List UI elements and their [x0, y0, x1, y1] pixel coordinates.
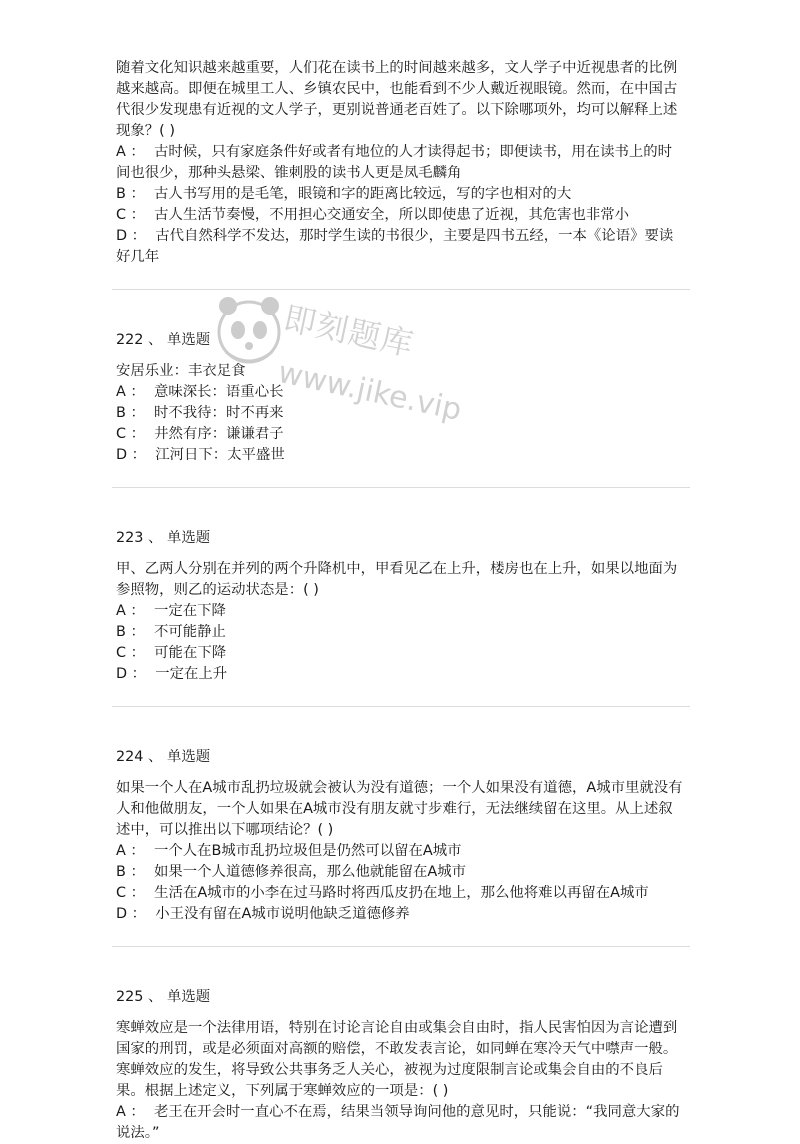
question-header: 222 、 单选题 [116, 332, 211, 348]
question-stem: 甲、乙两人分别在并列的两个升降机中，甲看见乙在上升，楼房也在上升，如果以地面为参照物，则乙的运动状态是：( ) [116, 561, 678, 598]
option-c: C ： 古人生活节奏慢，不用担心交通安全，所以即使患了近视，其危害也非常小 [116, 207, 630, 223]
question-block-225 [116, 987, 686, 1144]
question-stem: 寒蝉效应是一个法律用语，特别在讨论言论自由或集会自由时，指人民害怕因为言论遭到国家的刑罚，或是必须面对高额的赔偿，不敢发表言论，如同蝉在寒冷天气中噤声一般。寒蝉效应的发生，将导致公共事务乏人关心，被视为过度限制言论或集会自由的不良后果。根据上述定义，下列属于寒蝉效应的一项是：( ) [116, 1020, 678, 1099]
question-header: 224 、 单选题 [116, 749, 211, 765]
option-d: D ： 古代自然科学不发达，那时学生读的书很少，主要是四书五经，一本《论语》要读好几年 [116, 228, 674, 265]
option-a: A ： 意味深长：语重心长 [116, 384, 284, 400]
option-a: A ： 一个人在B城市乱扔垃圾但是仍然可以留在A城市 [116, 843, 462, 859]
divider [112, 946, 690, 947]
option-d: D ： 小王没有留在A城市说明他缺乏道德修养 [116, 906, 410, 922]
divider [112, 487, 690, 488]
option-a: A ： 一定在下降 [116, 603, 226, 619]
option-d: D ： 一定在上升 [116, 666, 228, 682]
option-a: A ： 老王在开会时一直心不在焉，结果当领导询问他的意见时，只能说：“我同意大家的说法。” [116, 1104, 680, 1141]
question-block-intro [116, 58, 686, 268]
question-stem: 安居乐业：丰衣足食 [116, 363, 246, 379]
option-b: B ： 不可能静止 [116, 624, 226, 640]
option-c: C ： 井然有序：谦谦君子 [116, 426, 284, 442]
option-b: B ： 时不我待：时不再来 [116, 405, 284, 421]
option-c: C ： 生活在A城市的小李在过马路时将西瓜皮扔在地上，那么他将难以再留在A城市 [116, 885, 649, 901]
option-a: A ： 古时候，只有家庭条件好或者有地位的人才读得起书；即便读书，用在读书上的时间也很少，那种头悬梁、锥刺股的读书人更是凤毛麟角 [116, 144, 673, 181]
divider [112, 706, 690, 707]
question-block-222 [116, 330, 686, 466]
watermark-brand: 即刻题库 [280, 299, 418, 364]
question-header: 223 、 单选题 [116, 530, 211, 546]
option-d: D ： 江河日下：太平盛世 [116, 447, 285, 463]
question-header: 225 、 单选题 [116, 989, 211, 1005]
question-stem: 如果一个人在A城市乱扔垃圾就会被认为没有道德；一个人如果没有道德，A城市里就没有人和他做朋友，一个人如果在A城市没有朋友就寸步难行，无法继续留在这里。从上述叙述中，可以推出以下哪项结论？( ) [116, 780, 683, 838]
document-page [116, 58, 686, 1144]
watermark-url: www.jike.vip [274, 355, 465, 429]
question-block-223 [116, 528, 686, 685]
option-b: B ： 古人书写用的是毛笔，眼镜和字的距离比较远，写的字也相对的大 [116, 186, 572, 202]
option-b: B ： 如果一个人道德修养很高，那么他就能留在A城市 [116, 864, 467, 880]
option-c: C ： 可能在下降 [116, 645, 227, 661]
divider [112, 289, 690, 290]
question-stem: 随着文化知识越来越重要，人们花在读书上的时间越来越多，文人学子中近视患者的比例越来越高。即便在城里工人、乡镇农民中，也能看到不少人戴近视眼镜。然而，在中国古代很少发现患有近视的文人学子，更别说普通老百姓了。以下除哪项外，均可以解释上述现象？( ) [116, 60, 678, 139]
question-block-224 [116, 747, 686, 925]
